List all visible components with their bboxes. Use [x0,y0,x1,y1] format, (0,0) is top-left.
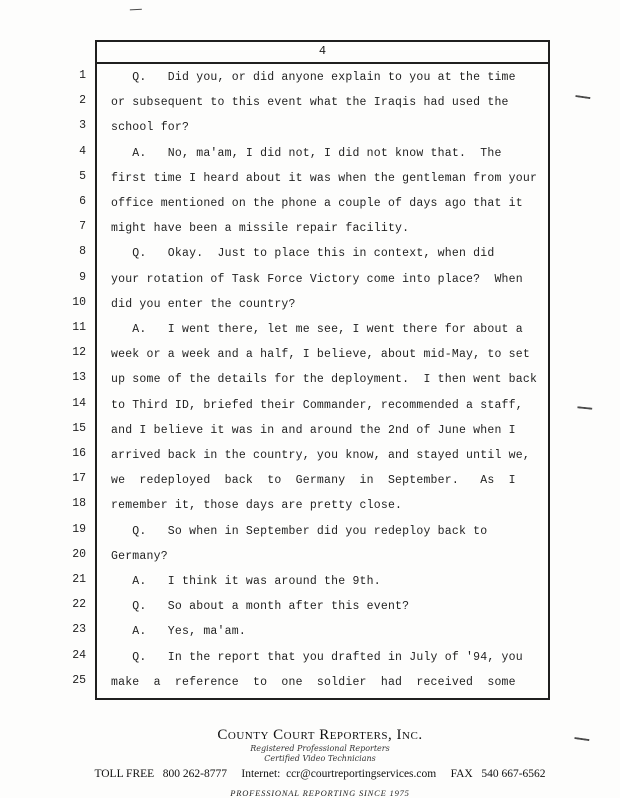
line-number: 24 [72,648,86,662]
line-number: 17 [72,472,86,486]
line-number: 2 [79,94,86,108]
transcript-line: might have been a missile repair facility. [111,222,410,236]
transcript-line: A. Yes, ma'am. [111,625,246,639]
page-number: 4 [318,44,327,58]
scan-artifact-mark [575,95,591,105]
line-number: 22 [72,598,86,612]
transcript-text-column [111,65,542,695]
transcript-line: remember it, those days are pretty close. [111,499,403,513]
line-number: 7 [79,220,86,234]
transcript-line: did you enter the country? [111,297,296,311]
transcript-line: or subsequent to this event what the Iraqis had used the [111,96,509,110]
line-number: 5 [79,169,86,183]
line-number: 11 [72,321,86,335]
footer-motto: PROFESSIONAL REPORTING SINCE 1975 [230,788,410,798]
transcript-line: A. I think it was around the 9th. [111,575,381,589]
line-number: 13 [72,371,86,385]
transcript-line: A. No, ma'am, I did not, I did not know that. The [111,146,502,160]
transcript-line: Q. In the report that you drafted in July of '94, you [111,650,523,664]
line-number: 8 [79,245,86,259]
line-number: 21 [72,573,86,587]
line-number: 18 [72,497,86,511]
line-number-column [52,63,86,693]
transcript-line: arrived back in the country, you know, and stayed until we, [111,449,530,463]
transcript-line: up some of the details for the deployment. I then went back [111,373,538,387]
line-number: 15 [72,421,86,435]
transcript-line: office mentioned on the phone a couple of days ago that it [111,197,523,211]
line-number: 16 [72,447,86,461]
firm-name: County Court Reporters, Inc. [217,727,423,743]
line-number: 4 [79,144,86,158]
line-number: 23 [72,623,86,637]
transcript-line: make a reference to one soldier had received some [111,675,516,689]
transcript-line: to Third ID, briefed their Commander, recommended a staff, [111,398,523,412]
scan-artifact-mark [577,406,593,416]
transcript-border-box [95,40,550,700]
transcript-line: school for? [111,121,190,135]
transcript-line: Q. So about a month after this event? [111,600,410,614]
line-number: 20 [72,547,86,561]
transcript-line: Q. Okay. Just to place this in context, when did [111,247,495,261]
footer-tagline-1: Registered Professional Reporters [250,744,390,753]
line-number: 10 [72,295,86,309]
line-number: 3 [79,119,86,133]
transcript-line: first time I heard about it was when the gentleman from your [111,171,538,185]
line-number: 14 [72,396,86,410]
footer-contact-line: TOLL FREE 800 262-8777 Internet: ccr@courtreportingservices.com FAX 540 667-6562 [94,768,546,780]
footer-tagline-2: Certified Video Technicians [264,754,376,763]
scan-artifact-mark [130,9,142,17]
transcript-line: your rotation of Task Force Victory come into place? When [111,272,523,286]
line-number: 19 [72,522,86,536]
line-number: 9 [79,270,86,284]
transcript-line: Q. So when in September did you redeploy back to [111,524,488,538]
transcript-line: Q. Did you, or did anyone explain to you at the time [111,71,516,84]
line-number: 25 [72,673,86,687]
reporter-footer [40,727,600,798]
line-number: 1 [79,69,86,82]
transcript-line: week or a week and a half, I believe, about mid-May, to set [111,348,530,362]
line-number: 12 [72,346,86,360]
line-number: 6 [79,195,86,209]
header-rule [97,62,548,64]
transcript-line: A. I went there, let me see, I went there for about a [111,323,523,337]
transcript-line: and I believe it was in and around the 2nd of June when I [111,423,516,437]
transcript-line: we redeployed back to Germany in September. As I [111,474,516,488]
transcript-line: Germany? [111,549,168,563]
